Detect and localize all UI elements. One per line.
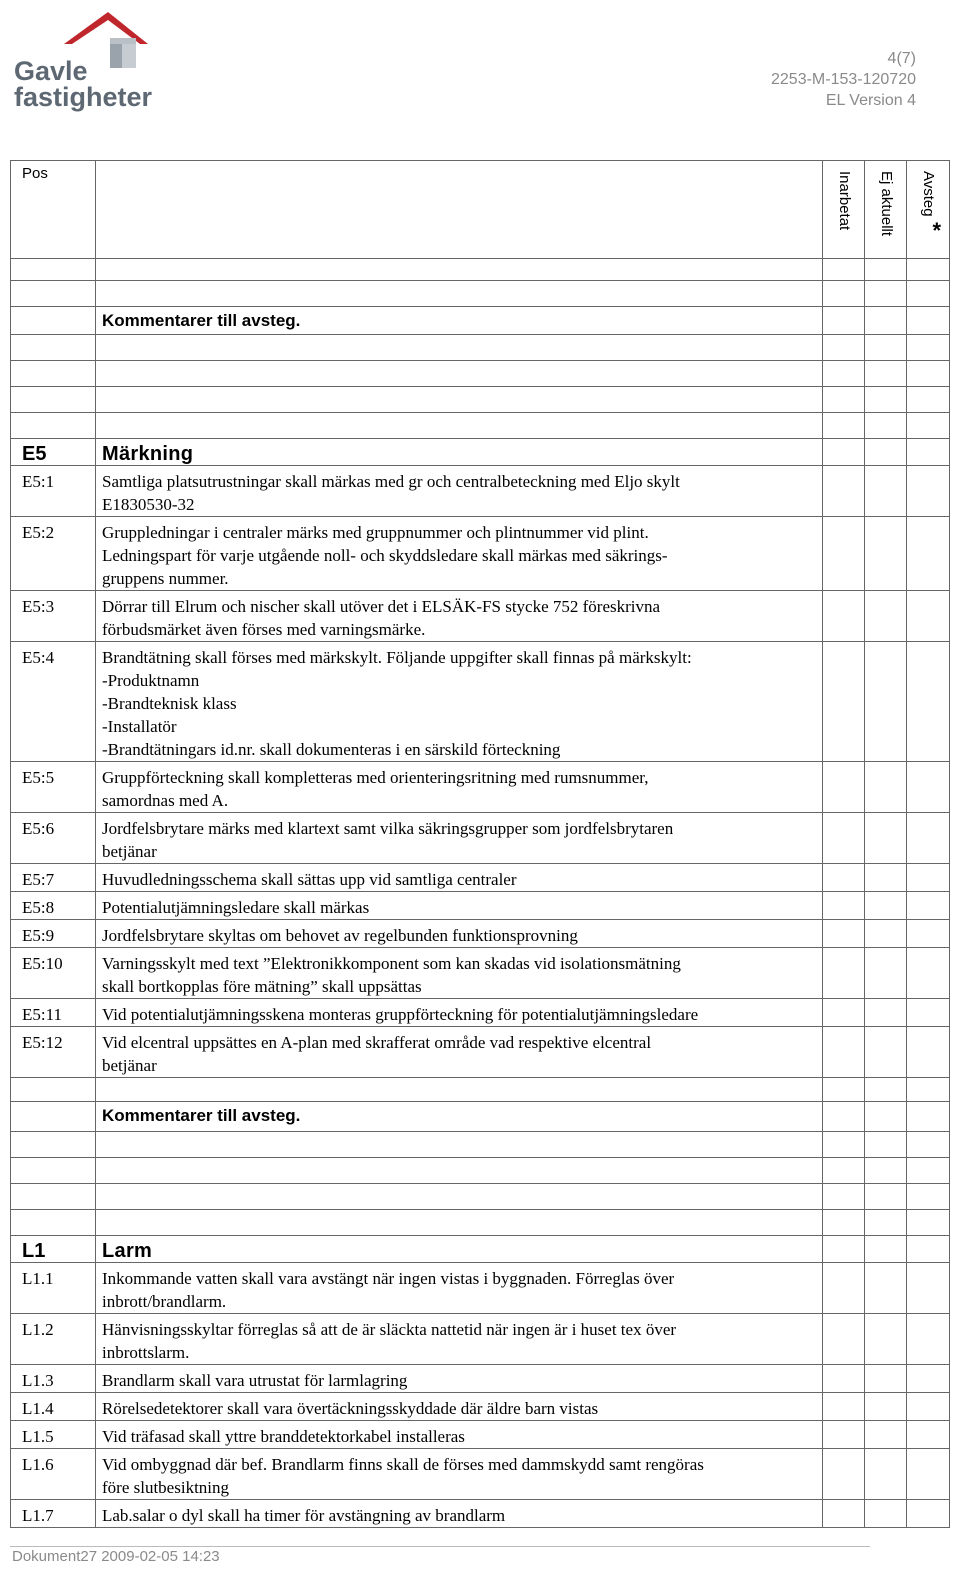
avsteg-checkbox-cell[interactable] xyxy=(907,1263,950,1314)
item-text-cell xyxy=(96,762,823,813)
pos-header: Pos xyxy=(11,161,96,259)
section-title: Larm xyxy=(102,1240,153,1262)
ej-aktuellt-checkbox-cell[interactable] xyxy=(865,1184,907,1210)
inarbetat-checkbox-cell[interactable] xyxy=(823,439,865,466)
item-text-line: -Produktnamn xyxy=(102,671,200,690)
avsteg-checkbox-cell[interactable] xyxy=(907,387,950,413)
header-blank-cell xyxy=(96,161,823,259)
table-header-row xyxy=(11,161,950,259)
avsteg-checkbox-cell[interactable] xyxy=(907,1102,950,1132)
item-pos: L1.6 xyxy=(11,1449,96,1500)
avsteg-checkbox-cell[interactable] xyxy=(907,1449,950,1500)
inarbetat-checkbox-cell[interactable] xyxy=(823,1132,865,1158)
item-pos: E5:10 xyxy=(11,948,96,999)
avsteg-checkbox-cell[interactable] xyxy=(907,1314,950,1365)
blank-pos-cell xyxy=(11,1102,96,1132)
col-avsteg-label: Avsteg xyxy=(920,171,937,217)
inarbetat-checkbox-cell[interactable] xyxy=(823,1078,865,1102)
comments-label-cell[interactable] xyxy=(96,1102,823,1132)
ej-aktuellt-checkbox-cell[interactable] xyxy=(865,1078,907,1102)
ej-aktuellt-checkbox-cell[interactable] xyxy=(865,1314,907,1365)
blank-row xyxy=(11,335,950,361)
item-text-cell xyxy=(96,591,823,642)
blank-text-cell[interactable] xyxy=(96,1184,823,1210)
table-row xyxy=(11,466,950,517)
blank-row xyxy=(11,1210,950,1236)
inarbetat-checkbox-cell[interactable] xyxy=(823,259,865,281)
item-text-line: -Brandtätningars id.nr. skall dokumenteras i en särskild förteckning xyxy=(102,740,561,759)
blank-text-cell[interactable] xyxy=(96,1078,823,1102)
item-text-cell xyxy=(96,1027,823,1078)
avsteg-checkbox-cell[interactable] xyxy=(907,307,950,335)
item-text-line: Varningsskylt med text ”Elektronikkomponent som kan skadas vid isolationsmätning xyxy=(102,954,681,973)
table-row xyxy=(11,1365,950,1393)
avsteg-checkbox-cell[interactable] xyxy=(907,1421,950,1449)
inarbetat-checkbox-cell[interactable] xyxy=(823,1158,865,1184)
inarbetat-checkbox-cell[interactable] xyxy=(823,1236,865,1263)
logo-text-line1: Gavle xyxy=(14,56,88,86)
document-number: 2253-M-153-120720 xyxy=(771,71,916,88)
item-text-line: E1830530-32 xyxy=(102,495,195,514)
ej-aktuellt-checkbox-cell[interactable] xyxy=(865,920,907,948)
item-text-line: förbudsmärket även förses med varningsmärke. xyxy=(102,620,426,639)
col-ej-aktuellt-label: Ej aktuellt xyxy=(878,171,895,237)
item-pos: E5:11 xyxy=(11,999,96,1027)
blank-pos-cell xyxy=(11,1210,96,1236)
blank-text-cell[interactable] xyxy=(96,259,823,281)
inarbetat-checkbox-cell[interactable] xyxy=(823,1500,865,1528)
item-text-line: inbrottslarm. xyxy=(102,1343,190,1362)
avsteg-checkbox-cell[interactable] xyxy=(907,762,950,813)
item-text-line: Potentialutjämningsledare skall märkas xyxy=(102,898,370,917)
table-row xyxy=(11,813,950,864)
checklist-table xyxy=(10,160,950,1528)
item-text-line: Hänvisningsskyltar förreglas så att de är släckta nattetid när ingen är i huset tex över xyxy=(102,1320,677,1339)
blank-pos-cell xyxy=(11,335,96,361)
section-code: E5 xyxy=(22,443,47,465)
checklist-body xyxy=(11,161,950,1528)
blank-row xyxy=(11,361,950,387)
avsteg-checkbox-cell[interactable] xyxy=(907,413,950,439)
blank-pos-cell xyxy=(11,1132,96,1158)
avsteg-checkbox-cell[interactable] xyxy=(907,1158,950,1184)
comment-row xyxy=(11,1102,950,1132)
ej-aktuellt-checkbox-cell[interactable] xyxy=(865,413,907,439)
inarbetat-checkbox-cell[interactable] xyxy=(823,892,865,920)
blank-row xyxy=(11,387,950,413)
section-title-cell xyxy=(96,439,823,466)
ej-aktuellt-checkbox-cell[interactable] xyxy=(865,864,907,892)
blank-pos-cell xyxy=(11,259,96,281)
avsteg-checkbox-cell[interactable] xyxy=(907,259,950,281)
item-text-line: skall bortkopplas före mätning” skall uppsättas xyxy=(102,977,422,996)
avsteg-checkbox-cell[interactable] xyxy=(907,1365,950,1393)
ej-aktuellt-checkbox-cell[interactable] xyxy=(865,591,907,642)
item-text-line: -Installatör xyxy=(102,717,177,736)
item-text-cell xyxy=(96,466,823,517)
inarbetat-checkbox-cell[interactable] xyxy=(823,1102,865,1132)
blank-pos-cell xyxy=(11,413,96,439)
ej-aktuellt-checkbox-cell[interactable] xyxy=(865,1236,907,1263)
ej-aktuellt-checkbox-cell[interactable] xyxy=(865,948,907,999)
inarbetat-checkbox-cell[interactable] xyxy=(823,591,865,642)
avsteg-checkbox-cell[interactable] xyxy=(907,920,950,948)
blank-text-cell[interactable] xyxy=(96,413,823,439)
table-row xyxy=(11,1027,950,1078)
ej-aktuellt-checkbox-cell[interactable] xyxy=(865,1158,907,1184)
item-text-line: samordnas med A. xyxy=(102,791,229,810)
table-row xyxy=(11,999,950,1027)
item-text-cell xyxy=(96,1500,823,1528)
col-avsteg-header xyxy=(907,161,950,259)
table-row xyxy=(11,1500,950,1528)
avsteg-checkbox-cell[interactable] xyxy=(907,892,950,920)
section-code: L1 xyxy=(22,1240,46,1262)
section-code-cell xyxy=(11,1236,96,1263)
table-row xyxy=(11,591,950,642)
item-pos: E5:5 xyxy=(11,762,96,813)
avsteg-checkbox-cell[interactable] xyxy=(907,335,950,361)
inarbetat-checkbox-cell[interactable] xyxy=(823,999,865,1027)
blank-pos-cell xyxy=(11,1078,96,1102)
ej-aktuellt-checkbox-cell[interactable] xyxy=(865,335,907,361)
blank-row xyxy=(11,1078,950,1102)
logo-text-line2: fastigheter xyxy=(14,82,153,112)
avsteg-checkbox-cell[interactable] xyxy=(907,281,950,307)
item-text-line: Huvudledningsschema skall sättas upp vid samtliga centraler xyxy=(102,870,517,889)
item-text-line: Vid ombyggnad där bef. Brandlarm finns skall de förses med dammskydd samt rengöras xyxy=(102,1455,704,1474)
item-text-line: Rörelsedetektorer skall vara övertäckningsskyddade där äldre barn vistas xyxy=(102,1399,599,1418)
avsteg-checkbox-cell[interactable] xyxy=(907,591,950,642)
ej-aktuellt-checkbox-cell[interactable] xyxy=(865,642,907,762)
inarbetat-checkbox-cell[interactable] xyxy=(823,281,865,307)
item-pos: E5:1 xyxy=(11,466,96,517)
table-row xyxy=(11,762,950,813)
item-pos: L1.4 xyxy=(11,1393,96,1421)
item-text-line: gruppens nummer. xyxy=(102,569,229,588)
avsteg-checkbox-cell[interactable] xyxy=(907,361,950,387)
blank-pos-cell xyxy=(11,387,96,413)
ej-aktuellt-checkbox-cell[interactable] xyxy=(865,307,907,335)
table-row xyxy=(11,1421,950,1449)
table-row xyxy=(11,948,950,999)
comments-label: Kommentarer till avsteg. xyxy=(102,311,301,330)
ej-aktuellt-checkbox-cell[interactable] xyxy=(865,813,907,864)
item-pos: E5:2 xyxy=(11,517,96,591)
inarbetat-checkbox-cell[interactable] xyxy=(823,517,865,591)
item-text-cell xyxy=(96,1263,823,1314)
table-row xyxy=(11,864,950,892)
inarbetat-checkbox-cell[interactable] xyxy=(823,466,865,517)
item-text-cell xyxy=(96,517,823,591)
item-text-line: Vid potentialutjämningsskena monteras gruppförteckning för potentialutjämningsledare xyxy=(102,1005,699,1024)
inarbetat-checkbox-cell[interactable] xyxy=(823,335,865,361)
document-header xyxy=(771,48,916,111)
page-number: 4(7) xyxy=(887,50,916,67)
item-pos: E5:7 xyxy=(11,864,96,892)
ej-aktuellt-checkbox-cell[interactable] xyxy=(865,517,907,591)
blank-pos-cell xyxy=(11,307,96,335)
inarbetat-checkbox-cell[interactable] xyxy=(823,413,865,439)
item-text-line: Inkommande vatten skall vara avstängt när ingen vistas i byggnaden. Förreglas över xyxy=(102,1269,675,1288)
inarbetat-checkbox-cell[interactable] xyxy=(823,1365,865,1393)
col-inarbetat-header xyxy=(823,161,865,259)
item-text-cell xyxy=(96,1314,823,1365)
item-pos: L1.5 xyxy=(11,1421,96,1449)
item-pos: E5:6 xyxy=(11,813,96,864)
section-title: Märkning xyxy=(102,443,194,465)
item-text-cell xyxy=(96,920,823,948)
avsteg-checkbox-cell[interactable] xyxy=(907,1027,950,1078)
item-pos: E5:12 xyxy=(11,1027,96,1078)
avsteg-checkbox-cell[interactable] xyxy=(907,864,950,892)
asterisk-mark: * xyxy=(932,218,941,243)
blank-row xyxy=(11,1158,950,1184)
ej-aktuellt-checkbox-cell[interactable] xyxy=(865,1132,907,1158)
item-text-line: Brandtätning skall förses med märkskylt. Följande uppgifter skall finnas på märkskylt: xyxy=(102,648,692,667)
ej-aktuellt-checkbox-cell[interactable] xyxy=(865,1210,907,1236)
blank-pos-cell xyxy=(11,1184,96,1210)
item-text-line: Lab.salar o dyl skall ha timer för avstängning av brandlarm xyxy=(102,1506,506,1525)
section-code-cell xyxy=(11,439,96,466)
ej-aktuellt-checkbox-cell[interactable] xyxy=(865,281,907,307)
ej-aktuellt-checkbox-cell[interactable] xyxy=(865,1263,907,1314)
blank-row xyxy=(11,281,950,307)
item-text-cell xyxy=(96,1393,823,1421)
ej-aktuellt-checkbox-cell[interactable] xyxy=(865,1027,907,1078)
inarbetat-checkbox-cell[interactable] xyxy=(823,1393,865,1421)
blank-pos-cell xyxy=(11,361,96,387)
ej-aktuellt-checkbox-cell[interactable] xyxy=(865,1393,907,1421)
blank-pos-cell xyxy=(11,1158,96,1184)
inarbetat-checkbox-cell[interactable] xyxy=(823,1210,865,1236)
comments-label: Kommentarer till avsteg. xyxy=(102,1106,301,1125)
blank-text-cell[interactable] xyxy=(96,1132,823,1158)
blank-row xyxy=(11,413,950,439)
blank-row xyxy=(11,1184,950,1210)
inarbetat-checkbox-cell[interactable] xyxy=(823,1314,865,1365)
inarbetat-checkbox-cell[interactable] xyxy=(823,813,865,864)
item-text-line: Gruppledningar i centraler märks med gruppnummer och plintnummer vid plint. xyxy=(102,523,649,542)
blank-text-cell[interactable] xyxy=(96,281,823,307)
item-text-line: Vid träfasad skall yttre branddetektorkabel installeras xyxy=(102,1427,465,1446)
table-row xyxy=(11,892,950,920)
table-row xyxy=(11,1393,950,1421)
item-text-cell xyxy=(96,999,823,1027)
item-pos: E5:4 xyxy=(11,642,96,762)
table-row xyxy=(11,1314,950,1365)
avsteg-checkbox-cell[interactable] xyxy=(907,813,950,864)
item-pos: L1.3 xyxy=(11,1365,96,1393)
ej-aktuellt-checkbox-cell[interactable] xyxy=(865,259,907,281)
item-text-line: betjänar xyxy=(102,1056,157,1075)
ej-aktuellt-checkbox-cell[interactable] xyxy=(865,361,907,387)
avsteg-checkbox-cell[interactable] xyxy=(907,1078,950,1102)
ej-aktuellt-checkbox-cell[interactable] xyxy=(865,999,907,1027)
avsteg-checkbox-cell[interactable] xyxy=(907,999,950,1027)
inarbetat-checkbox-cell[interactable] xyxy=(823,1184,865,1210)
item-text-line: Vid elcentral uppsättes en A-plan med skrafferat område vad respektive elcentral xyxy=(102,1033,652,1052)
avsteg-checkbox-cell[interactable] xyxy=(907,1393,950,1421)
inarbetat-checkbox-cell[interactable] xyxy=(823,387,865,413)
item-text-line: Gruppförteckning skall kompletteras med orienteringsritning med rumsnummer, xyxy=(102,768,649,787)
inarbetat-checkbox-cell[interactable] xyxy=(823,1263,865,1314)
inarbetat-checkbox-cell[interactable] xyxy=(823,1027,865,1078)
ej-aktuellt-checkbox-cell[interactable] xyxy=(865,1421,907,1449)
table-row xyxy=(11,642,950,762)
item-pos: L1.2 xyxy=(11,1314,96,1365)
item-text-line: Jordfelsbrytare skyltas om behovet av regelbunden funktionsprovning xyxy=(102,926,578,945)
item-text-cell xyxy=(96,948,823,999)
col-ej-aktuellt-header xyxy=(865,161,907,259)
item-pos: E5:3 xyxy=(11,591,96,642)
ej-aktuellt-checkbox-cell[interactable] xyxy=(865,1365,907,1393)
blank-text-cell[interactable] xyxy=(96,1210,823,1236)
table-row xyxy=(11,1449,950,1500)
item-text-line: Samtliga platsutrustningar skall märkas med gr och centralbeteckning med Eljo skylt xyxy=(102,472,680,491)
ej-aktuellt-checkbox-cell[interactable] xyxy=(865,762,907,813)
item-pos: L1.7 xyxy=(11,1500,96,1528)
ej-aktuellt-checkbox-cell[interactable] xyxy=(865,466,907,517)
footer-divider xyxy=(10,1546,870,1547)
item-text-cell xyxy=(96,642,823,762)
ej-aktuellt-checkbox-cell[interactable] xyxy=(865,439,907,466)
item-text-cell xyxy=(96,892,823,920)
table-row xyxy=(11,920,950,948)
item-text-line: inbrott/brandlarm. xyxy=(102,1292,227,1311)
col-inarbetat-label: Inarbetat xyxy=(836,171,853,231)
avsteg-checkbox-cell[interactable] xyxy=(907,517,950,591)
blank-text-cell[interactable] xyxy=(96,335,823,361)
ej-aktuellt-checkbox-cell[interactable] xyxy=(865,1449,907,1500)
item-text-line: Dörrar till Elrum och nischer skall utöver det i ELSÄK-FS stycke 752 föreskrivna xyxy=(102,597,661,616)
avsteg-checkbox-cell[interactable] xyxy=(907,1210,950,1236)
inarbetat-checkbox-cell[interactable] xyxy=(823,948,865,999)
comment-row xyxy=(11,307,950,335)
item-pos: E5:8 xyxy=(11,892,96,920)
ej-aktuellt-checkbox-cell[interactable] xyxy=(865,387,907,413)
item-text-line: -Brandteknisk klass xyxy=(102,694,237,713)
comments-label-cell[interactable] xyxy=(96,307,823,335)
avsteg-checkbox-cell[interactable] xyxy=(907,1132,950,1158)
ej-aktuellt-checkbox-cell[interactable] xyxy=(865,1102,907,1132)
ej-aktuellt-checkbox-cell[interactable] xyxy=(865,892,907,920)
item-text-cell xyxy=(96,1421,823,1449)
avsteg-checkbox-cell[interactable] xyxy=(907,948,950,999)
inarbetat-checkbox-cell[interactable] xyxy=(823,864,865,892)
section-title-cell xyxy=(96,1236,823,1263)
section-header-row xyxy=(11,1236,950,1263)
blank-text-cell[interactable] xyxy=(96,361,823,387)
blank-row xyxy=(11,259,950,281)
inarbetat-checkbox-cell[interactable] xyxy=(823,762,865,813)
item-text-line: Ledningspart för varje utgående noll- och skyddsledare skall märkas med säkrings- xyxy=(102,546,668,565)
inarbetat-checkbox-cell[interactable] xyxy=(823,920,865,948)
item-text-line: Jordfelsbrytare märks med klartext samt vilka säkringsgrupper som jordfelsbrytaren xyxy=(102,819,674,838)
blank-pos-cell xyxy=(11,281,96,307)
avsteg-checkbox-cell[interactable] xyxy=(907,1184,950,1210)
section-header-row xyxy=(11,439,950,466)
ej-aktuellt-checkbox-cell[interactable] xyxy=(865,1500,907,1528)
company-logo xyxy=(12,8,162,116)
blank-text-cell[interactable] xyxy=(96,1158,823,1184)
table-row xyxy=(11,1263,950,1314)
table-row xyxy=(11,517,950,591)
item-text-cell xyxy=(96,864,823,892)
item-text-line: före slutbesiktning xyxy=(102,1478,230,1497)
avsteg-checkbox-cell[interactable] xyxy=(907,439,950,466)
blank-text-cell[interactable] xyxy=(96,387,823,413)
inarbetat-checkbox-cell[interactable] xyxy=(823,307,865,335)
blank-row xyxy=(11,1132,950,1158)
item-text-cell xyxy=(96,1449,823,1500)
item-text-cell xyxy=(96,1365,823,1393)
inarbetat-checkbox-cell[interactable] xyxy=(823,361,865,387)
item-text-line: betjänar xyxy=(102,842,157,861)
item-text-cell xyxy=(96,813,823,864)
avsteg-checkbox-cell[interactable] xyxy=(907,642,950,762)
inarbetat-checkbox-cell[interactable] xyxy=(823,642,865,762)
inarbetat-checkbox-cell[interactable] xyxy=(823,1449,865,1500)
item-text-line: Brandlarm skall vara utrustat för larmlagring xyxy=(102,1371,408,1390)
footer-text: Dokument27 2009-02-05 14:23 xyxy=(12,1548,220,1565)
inarbetat-checkbox-cell[interactable] xyxy=(823,1421,865,1449)
avsteg-checkbox-cell[interactable] xyxy=(907,1500,950,1528)
avsteg-checkbox-cell[interactable] xyxy=(907,1236,950,1263)
item-pos: E5:9 xyxy=(11,920,96,948)
document-version: EL Version 4 xyxy=(825,92,916,109)
avsteg-checkbox-cell[interactable] xyxy=(907,466,950,517)
item-pos: L1.1 xyxy=(11,1263,96,1314)
